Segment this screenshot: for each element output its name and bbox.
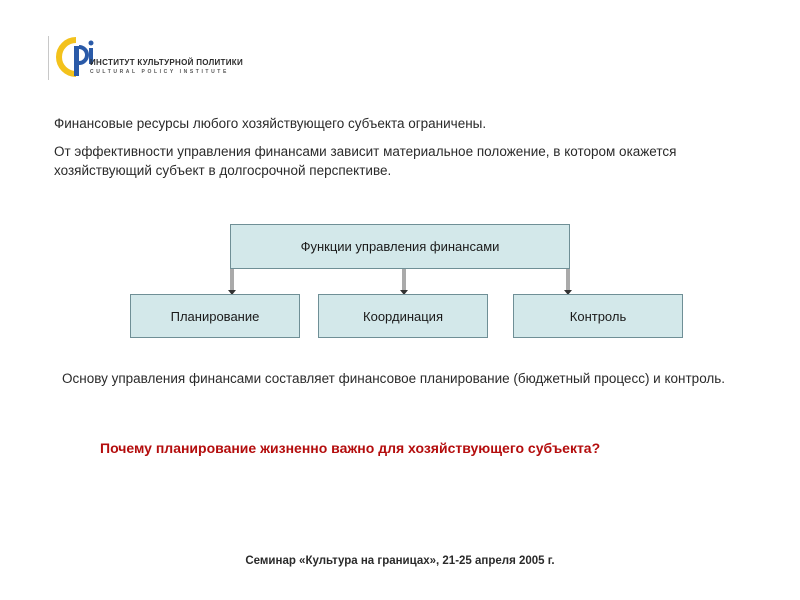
key-question: Почему планирование жизненно важно для хозяйствующего субъекта? (100, 440, 601, 456)
diagram-box-control (513, 294, 683, 338)
diagram-box-label: Планирование (170, 308, 260, 324)
diagram-box-planning (130, 294, 300, 338)
diagram-root-box (230, 224, 570, 269)
seminar-footer: Семинар «Культура на границах», 21-25 апреля 2005 г. (245, 555, 555, 567)
diagram-box-label: Координация (363, 308, 443, 324)
logo-title: ИНСТИТУТ КУЛЬТУРНОЙ ПОЛИТИКИ (90, 58, 244, 67)
diagram-root-label: Функции управления финансами (300, 239, 500, 254)
intro-line-1: Финансовые ресурсы любого хозяйствующего субъекта ограничены. (54, 116, 487, 131)
diagram-box-label: Контроль (569, 308, 627, 324)
intro-line-2: От эффективности управления финансами зависит материальное положение, в котором окажется хозяйствующий субъект в долгосрочной перспективе. (54, 144, 677, 178)
institute-logo (48, 34, 288, 82)
conclusion-text: Основу управления финансами составляет финансовое планирование (бюджетный процесс) и контроль. (62, 371, 726, 386)
logo-divider (48, 36, 49, 80)
logo-subtitle: CULTURAL POLICY INSTITUTE (90, 69, 229, 75)
diagram-box-coordination (318, 294, 488, 338)
